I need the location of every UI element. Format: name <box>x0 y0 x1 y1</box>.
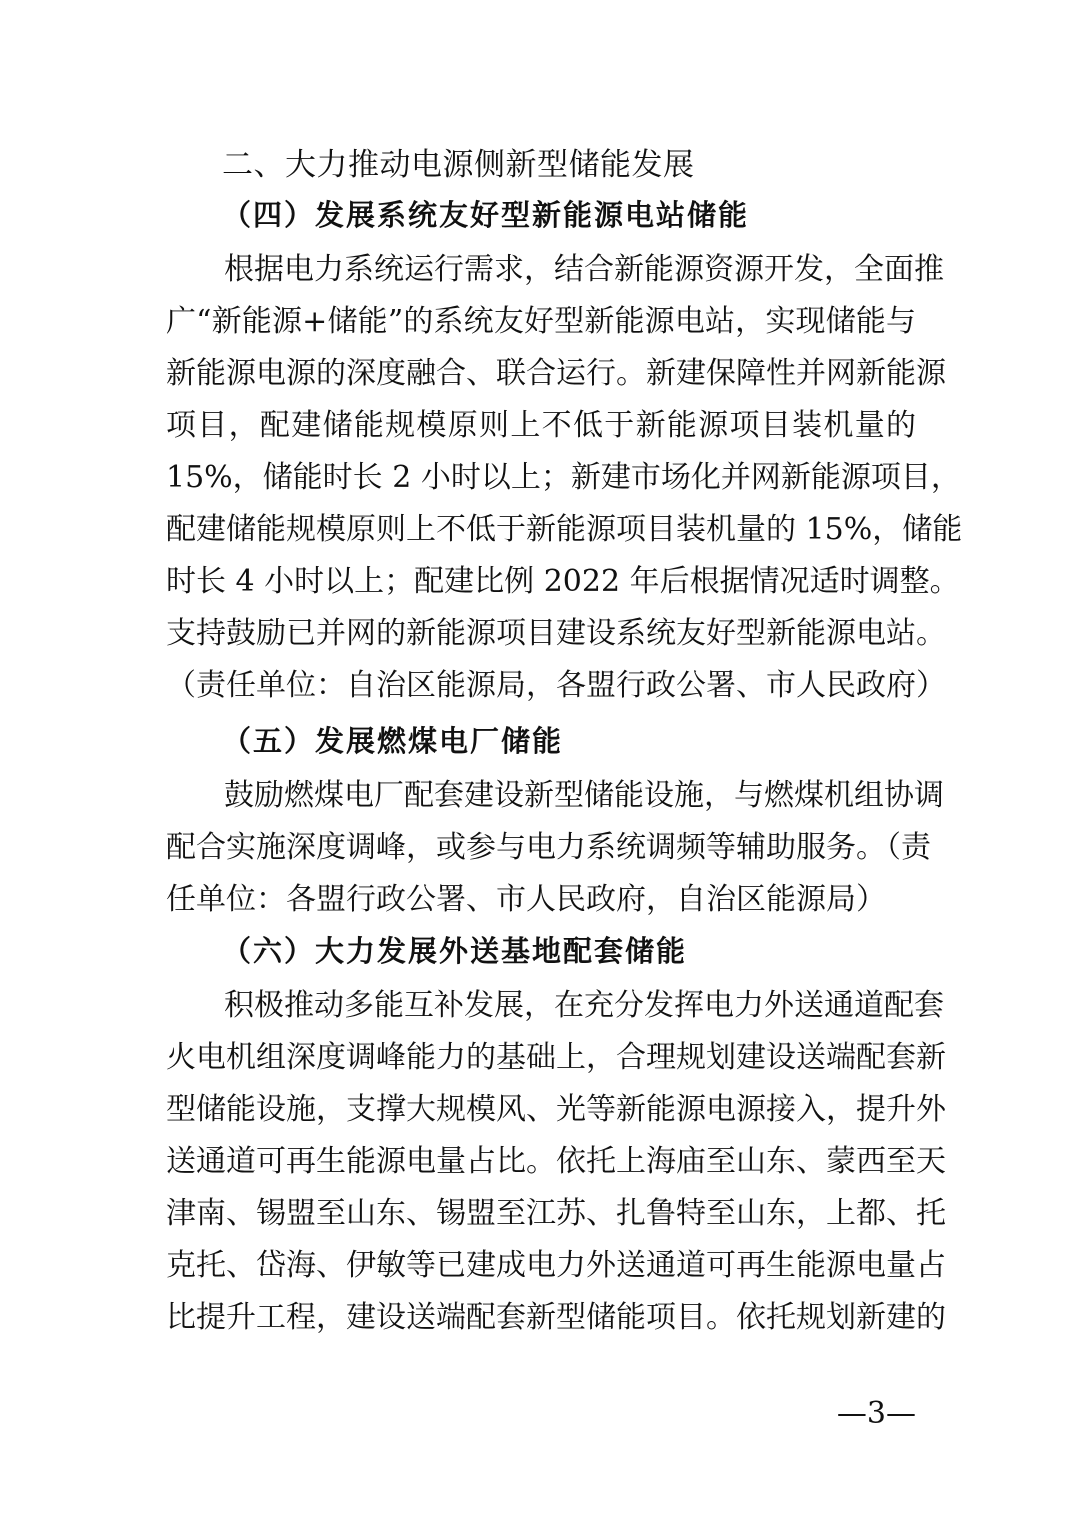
subsection-5-title: （五）发展燃煤电厂储能 <box>222 724 564 758</box>
paragraph-line: 支持鼓励已并网的新能源项目建设系统友好型新能源电站。 <box>166 616 946 651</box>
section-title: 二、大力推动电源侧新型储能发展 <box>222 147 695 183</box>
paragraph-line: 津南、锡盟至山东、锡盟至江苏、扎鲁特至山东，上都、托 <box>166 1196 946 1231</box>
subsection-5-paragraph <box>166 770 944 926</box>
paragraph-line: 配合实施深度调峰，或参与电力系统调频等辅助服务。（责 <box>166 830 931 865</box>
paragraph-line: 项目，配建储能规模原则上不低于新能源项目装机量的 <box>166 408 916 443</box>
paragraph-line: （责任单位：自治区能源局，各盟行政公署、市人民政府） <box>166 668 946 703</box>
paragraph-line: 任单位：各盟行政公署、市人民政府，自治区能源局） <box>166 882 886 917</box>
paragraph-line: 时长 4 小时以上；配建比例 2022 年后根据情况适时调整。 <box>166 564 960 599</box>
page-number: —3— <box>836 1396 916 1431</box>
subsection-6-paragraph <box>166 980 946 1344</box>
paragraph-line: 新能源电源的深度融合、联合运行。新建保障性并网新能源 <box>166 356 946 391</box>
paragraph-line: 配建储能规模原则上不低于新能源项目装机量的 15%，储能 <box>166 512 963 547</box>
paragraph-line: 广“新能源+储能”的系统友好型新能源电站，实现储能与 <box>166 304 916 339</box>
paragraph-line: 型储能设施，支撑大规模风、光等新能源电源接入，提升外 <box>166 1092 946 1127</box>
paragraph-line: 克托、岱海、伊敏等已建成电力外送通道可再生能源电量占 <box>166 1248 946 1283</box>
paragraph-line: 积极推动多能互补发展，在充分发挥电力外送通道配套 <box>224 988 944 1023</box>
subsection-4-paragraph <box>166 244 963 712</box>
paragraph-line: 送通道可再生能源电量占比。依托上海庙至山东、蒙西至天 <box>166 1144 946 1179</box>
paragraph-line: 比提升工程，建设送端配套新型储能项目。依托规划新建的 <box>166 1300 946 1335</box>
paragraph-line: 鼓励燃煤电厂配套建设新型储能设施，与燃煤机组协调 <box>224 778 944 813</box>
paragraph-line: 15%，储能时长 2 小时以上；新建市场化并网新能源项目， <box>166 460 961 495</box>
paragraph-line: 根据电力系统运行需求，结合新能源资源开发，全面推 <box>224 252 944 287</box>
paragraph-line: 火电机组深度调峰能力的基础上，合理规划建设送端配套新 <box>166 1040 946 1075</box>
subsection-6-title: （六）大力发展外送基地配套储能 <box>222 934 688 968</box>
subsection-4-title: （四）发展系统友好型新能源电站储能 <box>222 198 750 232</box>
